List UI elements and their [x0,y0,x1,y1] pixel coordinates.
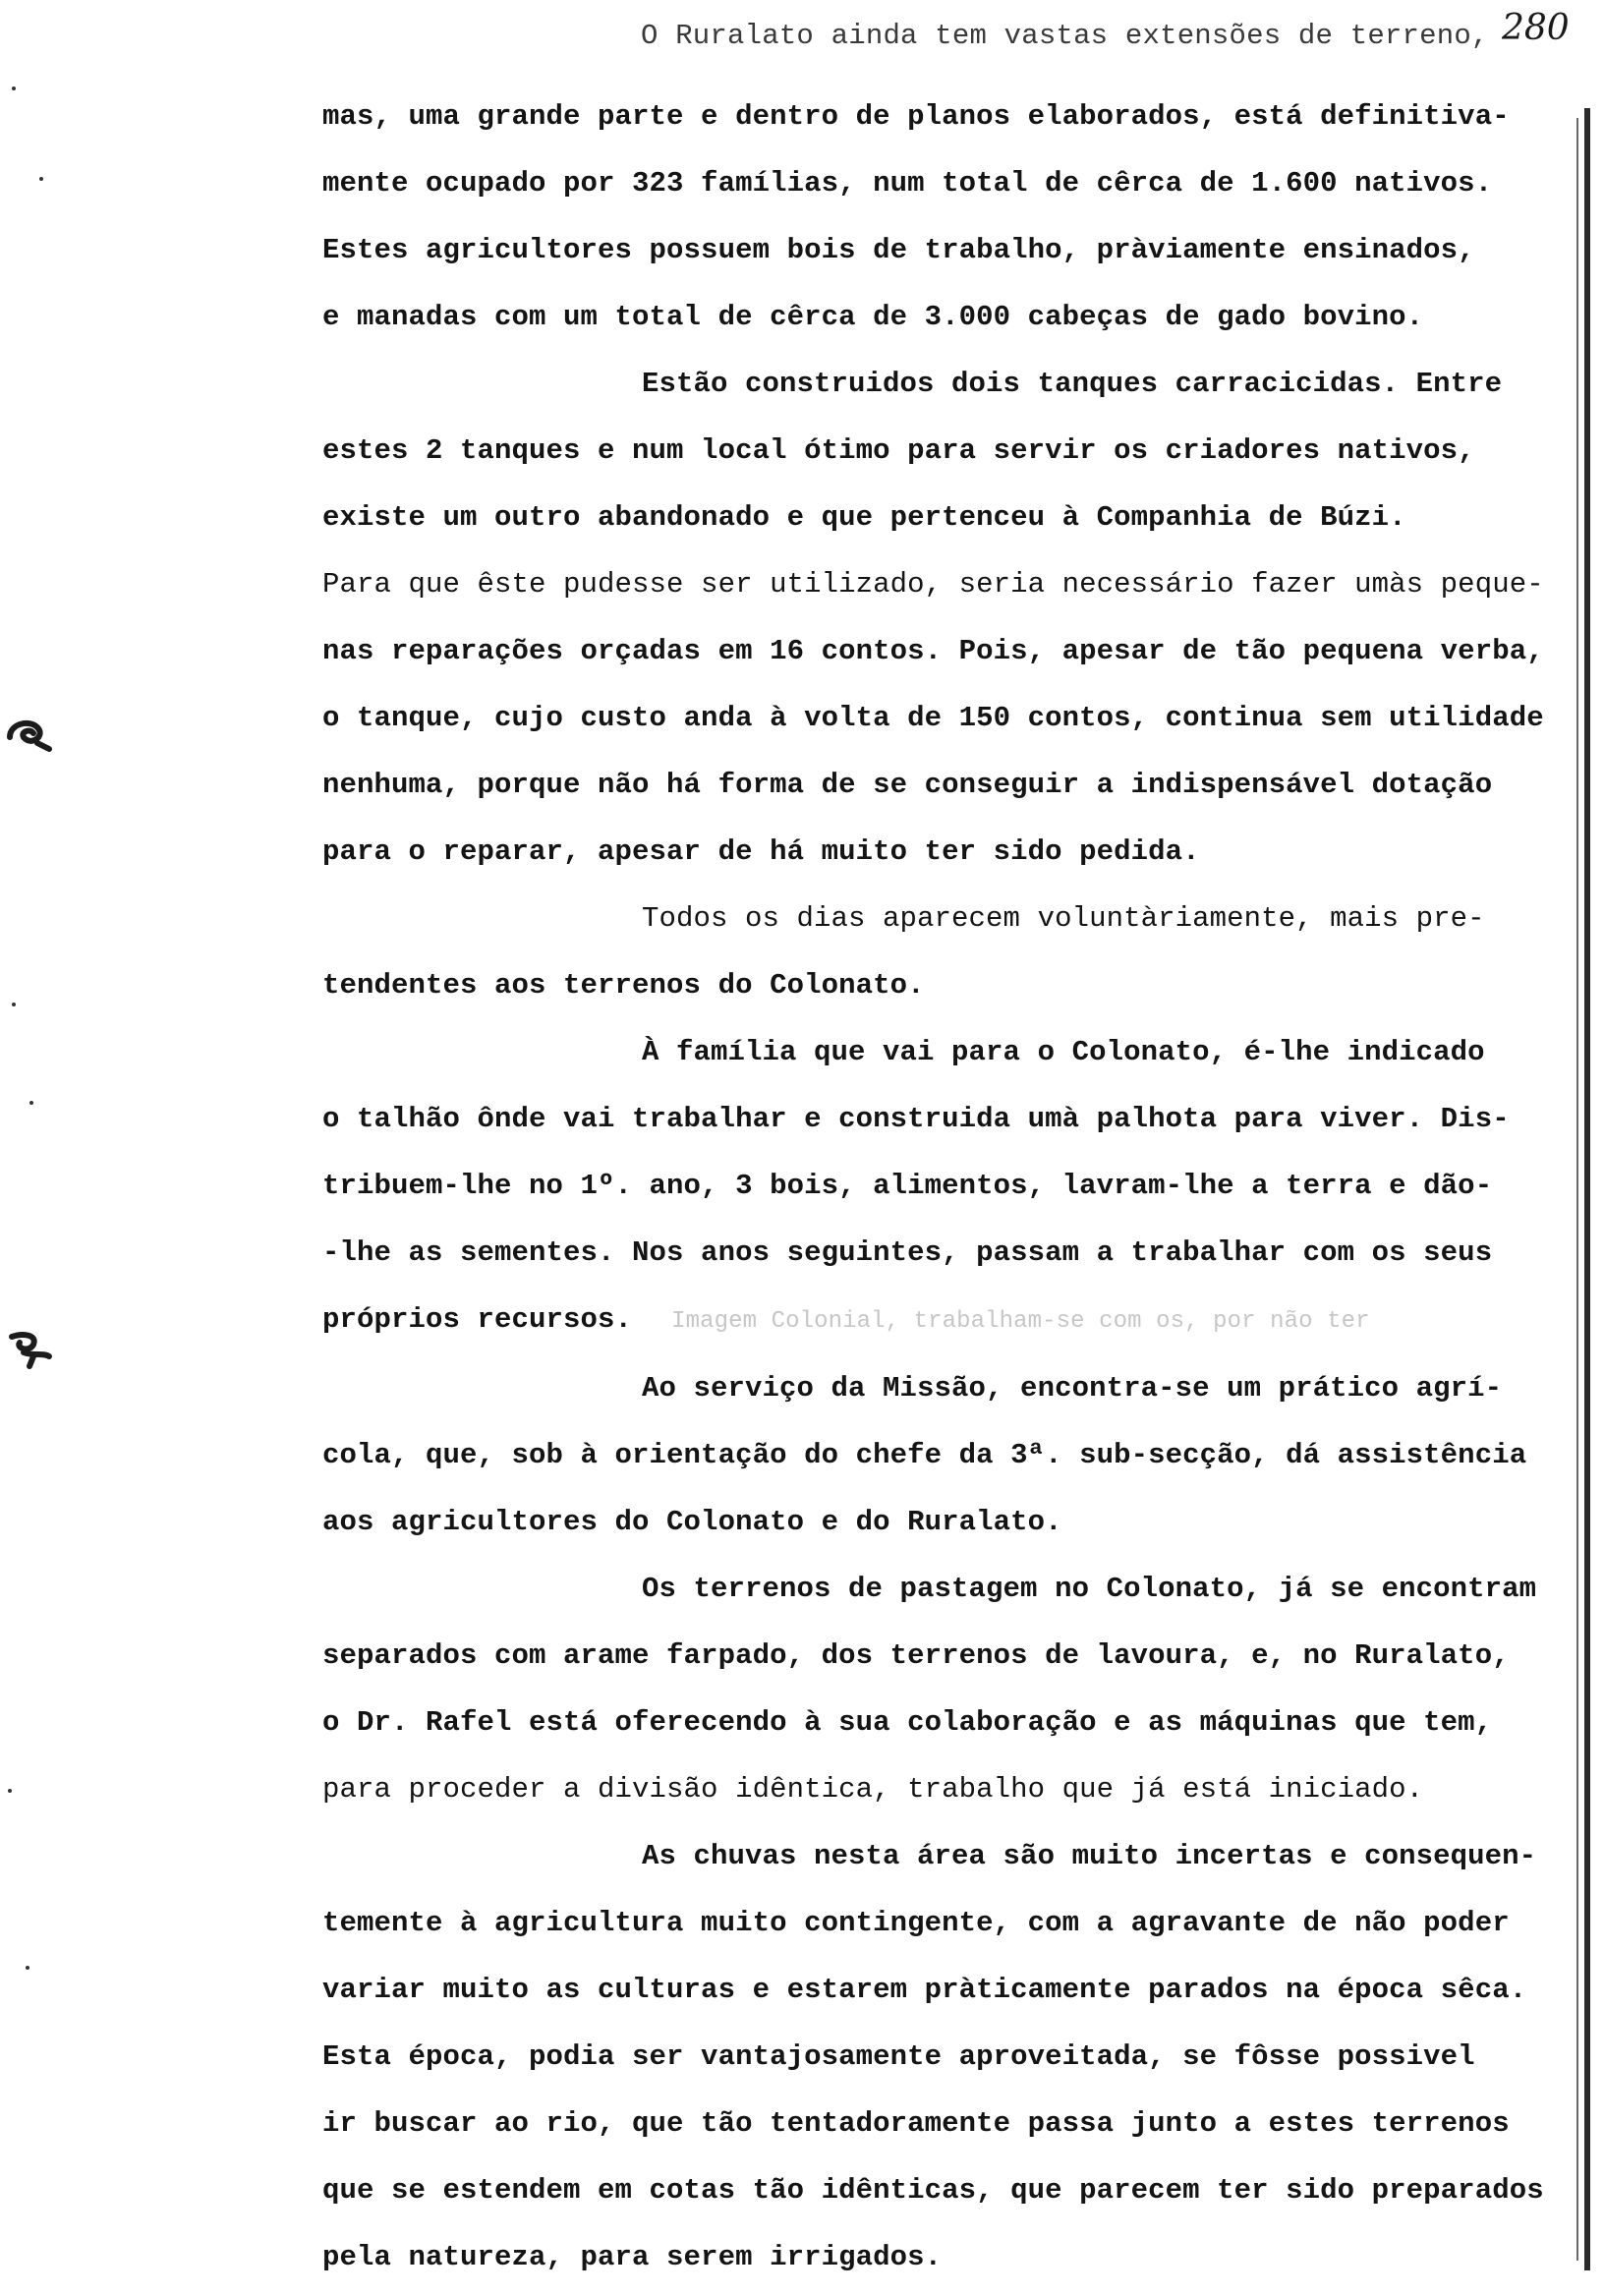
text-line: À família que vai para o Colonato, é-lhe indicado [642,1036,1485,1068]
text-line: para o reparar, apesar de há muito ter sido pedida. [322,835,1200,868]
show-through-text: Imagem Colonial, trabalham-se com os, por não ter [671,1308,1370,1335]
binding-edge-thin [1576,118,1578,2261]
text-line: pela natureza, para serem irrigados. [322,2241,943,2273]
binding-edge [1584,108,1590,2270]
margin-speck [12,1003,16,1006]
text-line: As chuvas nesta área são muito incertas e consequen- [642,1840,1537,1872]
text-line: Todos os dias aparecem voluntàriamente, mais pre- [642,902,1485,935]
text-line: temente à agricultura muito contingente, com a agravante de não poder [322,1907,1510,1939]
page-number: 280 [1502,8,1570,48]
text-line: aos agricultores do Colonato e do Ruralato. [322,1506,1062,1538]
margin-speck [26,1966,29,1970]
margin-ink-mark-icon [4,716,55,759]
text-line: Os terrenos de pastagem no Colonato, já se encontram [642,1573,1537,1605]
text-line: Ao serviço da Missão, encontra-se um prático agrí- [642,1372,1503,1405]
margin-ink-mark-icon [4,1327,55,1370]
text-line: para proceder a divisão idêntica, trabalho que já está iniciado. [322,1773,1424,1806]
text-line: Para que êste pudesse ser utilizado, seria necessário fazer umàs peque- [322,568,1544,601]
text-line: nas reparações orçadas em 16 contos. Pois, apesar de tão pequena verba, [322,635,1544,667]
text-line: ir buscar ao rio, que tão tentadoramente passa junto a estes terrenos [322,2107,1510,2140]
text-line: Estes agricultores possuem bois de trabalho, pràviamente ensinados, [322,234,1475,266]
text-line: tendentes aos terrenos do Colonato. [322,969,925,1002]
header-line: O Ruralato ainda tem vastas extensões de terreno, [641,20,1489,52]
text-line: existe um outro abandonado e que pertenceu à Companhia de Búzi. [322,501,1406,534]
text-line: -lhe as sementes. Nos anos seguintes, passam a trabalhar com os seus [322,1236,1493,1269]
margin-speck [12,86,16,90]
document-body [322,84,1544,2291]
text-line: o tanque, cujo custo anda à volta de 150 contos, continua sem utilidade [322,702,1544,734]
text-line: Esta época, podia ser vantajosamente aproveitada, se fôsse possivel [322,2040,1475,2073]
text-line: o Dr. Rafel está oferecendo à sua colaboração e as máquinas que tem, [322,1706,1493,1739]
text-line: nenhuma, porque não há forma de se conseguir a indispensável dotação [322,769,1493,801]
margin-speck [29,1101,33,1105]
text-line: tribuem-lhe no 1º. ano, 3 bois, alimentos, lavram-lhe a terra e dão- [322,1170,1493,1202]
text-line: e manadas com um total de cêrca de 3.000 cabeças de gado bovino. [322,301,1424,333]
text-line: que se estendem em cotas tão idênticas, que parecem ter sido preparados [322,2174,1544,2207]
text-line: mas, uma grande parte e dentro de planos elaborados, está definitiva- [322,100,1510,133]
text-line: separados com arame farpado, dos terrenos de lavoura, e, no Ruralato, [322,1639,1510,1672]
text-line: mente ocupado por 323 famílias, num total de cêrca de 1.600 nativos. [322,167,1493,200]
text-line-content: próprios recursos. [322,1303,633,1336]
margin-speck [39,177,43,181]
margin-speck [8,1789,12,1793]
text-line: variar muito as culturas e estarem pràticamente parados na época sêca. [322,1974,1527,2006]
text-line: o talhão ônde vai trabalhar e construida umà palhota para viver. Dis- [322,1103,1510,1135]
text-line: cola, que, sob à orientação do chefe da 3ª. sub-secção, dá assistência [322,1439,1527,1471]
text-line: Estão construidos dois tanques carracicidas. Entre [642,368,1503,400]
text-line: estes 2 tanques e num local ótimo para servir os criadores nativos, [322,434,1475,467]
text-line [322,1287,1512,1355]
